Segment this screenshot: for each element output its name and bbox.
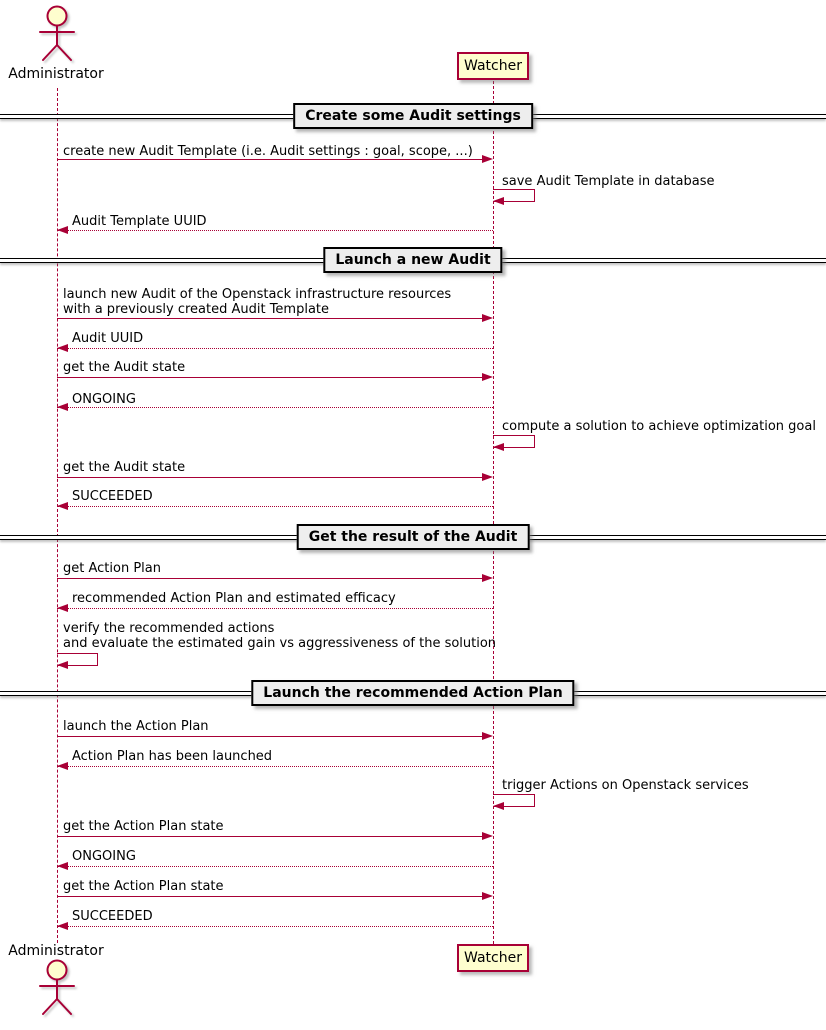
arrowhead-right-icon	[482, 832, 493, 840]
message-text: Action Plan has been launched	[72, 749, 273, 764]
return-arrow	[57, 230, 493, 231]
message-text: ONGOING	[72, 392, 136, 407]
message-text: ONGOING	[72, 849, 136, 864]
message-arrow	[57, 377, 482, 378]
section-divider-title-1	[293, 103, 533, 129]
arrowhead-left-icon	[493, 443, 504, 451]
message-line: verify the recommended actions	[63, 621, 275, 636]
message-arrow	[57, 159, 482, 160]
message-arrow	[57, 318, 482, 319]
arrowhead-right-icon	[482, 314, 493, 322]
lifeline-administrator	[57, 88, 58, 943]
message-text: compute a solution to achieve optimization goal	[502, 419, 816, 434]
message-text: recommended Action Plan and estimated efficacy	[72, 591, 396, 606]
message-text: get the Audit state	[63, 360, 186, 375]
arrowhead-left-icon	[57, 922, 68, 930]
message-text: create new Audit Template (i.e. Audit settings : goal, scope, ...)	[63, 144, 473, 159]
message-text	[63, 621, 496, 651]
return-arrow	[57, 506, 493, 507]
section-title: Launch the recommended Action Plan	[263, 685, 563, 701]
section-divider-title-4	[251, 680, 574, 706]
message-text: get the Audit state	[63, 460, 186, 475]
return-arrow	[57, 926, 493, 927]
message-line: launch new Audit of the Openstack infrastructure resources	[63, 287, 452, 302]
arrowhead-right-icon	[482, 892, 493, 900]
arrowhead-left-icon	[57, 344, 68, 352]
return-arrow	[57, 766, 493, 767]
message-text	[63, 287, 451, 317]
return-arrow	[57, 348, 493, 349]
arrowhead-right-icon	[482, 732, 493, 740]
message-text: get Action Plan	[63, 561, 161, 576]
arrowhead-left-icon	[57, 604, 68, 612]
watcher-label-top: Watcher	[464, 58, 522, 74]
message-line: with a previously created Audit Template	[63, 302, 330, 317]
arrowhead-right-icon	[482, 155, 493, 163]
watcher-box-bottom	[457, 944, 529, 972]
arrowhead-left-icon	[57, 862, 68, 870]
message-text: get the Action Plan state	[63, 819, 224, 834]
arrowhead-left-icon	[57, 661, 68, 669]
arrowhead-left-icon	[57, 502, 68, 510]
return-arrow	[57, 608, 493, 609]
arrowhead-left-icon	[57, 403, 68, 411]
message-text: SUCCEEDED	[72, 489, 153, 504]
administrator-label-top: Administrator	[8, 66, 104, 82]
arrowhead-left-icon	[493, 802, 504, 810]
message-text: Audit UUID	[72, 331, 144, 346]
arrowhead-right-icon	[482, 473, 493, 481]
message-arrow	[57, 477, 482, 478]
arrowhead-right-icon	[482, 574, 493, 582]
message-text: save Audit Template in database	[502, 174, 715, 189]
watcher-box-top	[457, 52, 529, 80]
message-arrow	[57, 896, 482, 897]
arrowhead-left-icon	[493, 197, 504, 205]
message-text: Audit Template UUID	[72, 214, 207, 229]
arrowhead-left-icon	[57, 226, 68, 234]
return-arrow	[57, 407, 493, 408]
message-text: launch the Action Plan	[63, 719, 209, 734]
message-arrow	[57, 578, 482, 579]
arrowhead-left-icon	[57, 762, 68, 770]
message-text: get the Action Plan state	[63, 879, 224, 894]
section-title: Get the result of the Audit	[308, 529, 518, 545]
message-arrow	[57, 836, 482, 837]
message-text: SUCCEEDED	[72, 909, 153, 924]
section-title: Create some Audit settings	[305, 108, 521, 124]
message-arrow	[57, 736, 482, 737]
administrator-actor-icon	[31, 4, 83, 62]
section-title: Launch a new Audit	[335, 252, 491, 268]
administrator-actor-icon-bottom	[31, 958, 83, 1016]
section-divider-title-3	[297, 524, 530, 550]
section-divider-title-2	[323, 247, 502, 273]
arrowhead-right-icon	[482, 373, 493, 381]
return-arrow	[57, 866, 493, 867]
message-text: trigger Actions on Openstack services	[502, 778, 749, 793]
administrator-label-bottom: Administrator	[8, 943, 104, 959]
lifeline-watcher	[493, 81, 494, 944]
message-line: and evaluate the estimated gain vs aggressiveness of the solution	[63, 636, 497, 651]
watcher-label-bottom: Watcher	[464, 950, 522, 966]
